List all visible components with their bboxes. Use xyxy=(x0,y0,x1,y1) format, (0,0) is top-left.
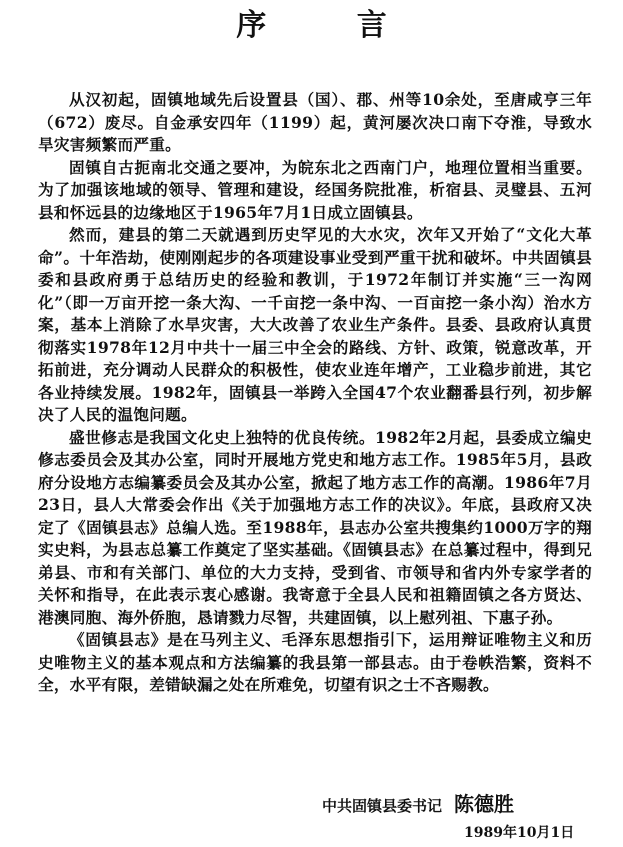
preface-body xyxy=(38,89,592,697)
paragraph-5: 《固镇县志》是在马列主义、毛泽东思想指引下，运用辩证唯物主义和历史唯物主义的基本观点和方法编纂的我县第一部县志。由于卷帙浩繁，资料不全，水平有限，差错缺漏之处在所难免，切望有识之士不吝赐教。 xyxy=(38,630,592,694)
paragraph-3: 然而，建县的第二天就遇到历史罕见的大水灾，次年又开始了“文化大革命”。十年浩劫，使刚刚起步的各项建设事业受到严重干扰和破坏。中共固镇县委和县政府勇于总结历史的经验和教训，于1972年制订并实施“三一沟网化”（即一万亩开挖一条大沟、一千亩挖一条中沟、一百亩挖一条小沟）治水方案，基本上消除了水旱灾害，大大改善了农业生产条件。县委、县政府认真贯彻落实1978年12月中共十一届三中全会的路线、方针、政策，锐意改革，开拓前进，充分调动人民群众的积极性，使农业连年增产，工业稳步前进，其它各业持续发展。1982年，固镇县一举跨入全国47个农业翻番县行列，初步解决了人民的温饱问题。 xyxy=(38,225,592,424)
signature-line xyxy=(322,793,514,817)
paragraph-4: 盛世修志是我国文化史上独特的优良传统。1982年2月起，县委成立编史修志委员会及其办公室，同时开展地方党史和地方志工作。1985年5月，县政府分设地方志编纂委员会及其办公室，掀起了地方志工作的高潮。1986年7月23日，县人大常委会作出《关于加强地方志工作的决议》。年底，县政府又决定了《固镇县志》总编人选。至1988年，县志办公室共搜集约1000万字的翔实史料，为县志总纂工作奠定了坚实基础。《固镇县志》在总纂过程中，得到兄弟县、市和有关部门、单位的大力支持，受到省、市领导和省内外专家学者的关怀和指导，在此表示衷心感谢。我寄意于全县人民和祖籍固镇之各方贤达、港澳同胞、海外侨胞，恳请戮力尽智，共建固镇，以上慰列祖、下惠子孙。 xyxy=(38,427,592,627)
page-title: 序 言 xyxy=(236,8,427,43)
signature-org: 中共固镇县委书记 xyxy=(322,797,443,815)
signature-name: 陈德胜 xyxy=(454,792,515,816)
paragraph-2: 固镇自古扼南北交通之要冲，为皖东北之西南门户，地理位置相当重要。为了加强该地域的领导、管理和建设，经国务院批准，析宿县、灵璧县、五河县和怀远县的边缘地区于1965年7月1日成立固镇县。 xyxy=(38,157,592,222)
signature-date: 1989年10月1日 xyxy=(464,825,575,841)
paragraph-1: 从汉初起，固镇地域先后设置县（国）、郡、州等10余处，至唐咸亨三年（672）废尽。自金承安四年（1199）起，黄河屡次决口南下夺淮，导致水旱灾害频繁而严重。 xyxy=(38,90,592,154)
